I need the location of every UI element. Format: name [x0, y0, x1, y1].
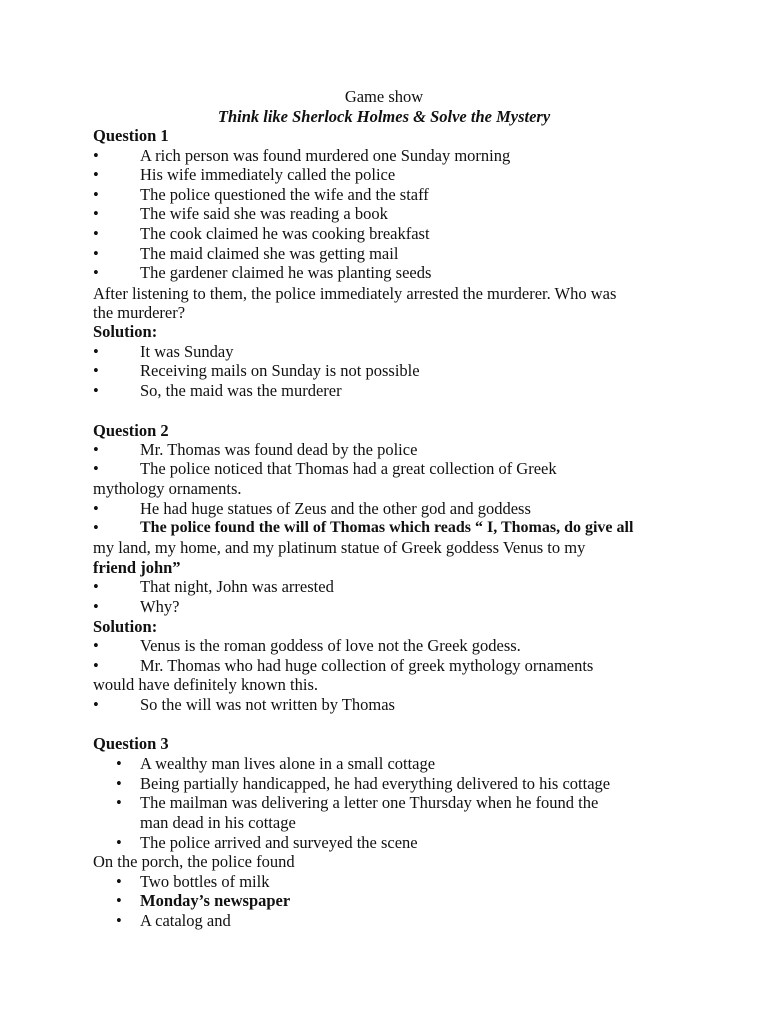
bullet-marker: • — [93, 224, 99, 243]
bullet-marker: • — [93, 381, 99, 400]
list-item: A rich person was found murdered one Sunday morning — [140, 146, 511, 165]
bullet-marker: • — [93, 636, 99, 655]
solution-2-heading: Solution: — [93, 617, 158, 636]
document-title: Game show — [344, 87, 424, 106]
list-item: The cook claimed he was cooking breakfast — [140, 224, 430, 243]
bullet-marker: • — [116, 891, 122, 910]
question-1-heading: Question 1 — [93, 126, 169, 145]
bullet-marker: • — [93, 695, 99, 714]
list-item: He had huge statues of Zeus and the other god and goddess — [140, 499, 531, 518]
list-item: The mailman was delivering a letter one Thursday when he found the — [140, 793, 599, 812]
bullet-marker: • — [93, 440, 99, 459]
bullet-marker: • — [93, 185, 99, 204]
list-item: That night, John was arrested — [140, 577, 334, 596]
list-item-continuation: friend john” — [93, 558, 181, 577]
bullet-marker: • — [116, 872, 122, 891]
bullet-marker: • — [93, 577, 99, 596]
bullet-marker: • — [93, 459, 99, 478]
list-item: His wife immediately called the police — [140, 165, 396, 184]
bullet-marker: • — [93, 146, 99, 165]
question-2-heading: Question 2 — [93, 421, 169, 440]
bullet-marker: • — [93, 361, 99, 380]
list-item: Mr. Thomas who had huge collection of greek mythology ornaments — [140, 656, 594, 675]
bullet-marker: • — [93, 204, 99, 223]
list-item: Venus is the roman goddess of love not the Greek godess. — [140, 636, 521, 655]
list-item: It was Sunday — [140, 342, 234, 361]
list-item: So the will was not written by Thomas — [140, 695, 395, 714]
list-item: Receiving mails on Sunday is not possible — [140, 361, 420, 380]
bullet-marker: • — [93, 518, 99, 537]
list-item: Monday’s newspaper — [140, 891, 291, 910]
list-item: The police arrived and surveyed the scene — [140, 833, 418, 852]
document-subtitle: Think like Sherlock Holmes & Solve the Mystery — [217, 107, 551, 126]
question-3-paragraph: On the porch, the police found — [93, 852, 295, 871]
list-item: The wife said she was reading a book — [140, 204, 388, 223]
solution-1-heading: Solution: — [93, 322, 158, 341]
list-item: The police questioned the wife and the staff — [140, 185, 429, 204]
question-3-heading: Question 3 — [93, 734, 169, 753]
list-item: The gardener claimed he was planting seeds — [140, 263, 432, 282]
list-item: The police found the will of Thomas which reads “ I, Thomas, do give all — [140, 519, 634, 536]
bullet-marker: • — [116, 774, 122, 793]
bullet-marker: • — [93, 165, 99, 184]
bullet-marker: • — [93, 263, 99, 282]
list-item-continuation: would have definitely known this. — [93, 675, 319, 694]
list-item: A catalog and — [140, 911, 231, 930]
list-item-continuation: man dead in his cottage — [140, 813, 296, 832]
list-item: A wealthy man lives alone in a small cottage — [140, 754, 436, 773]
list-item: The maid claimed she was getting mail — [140, 244, 399, 263]
list-item-continuation: mythology ornaments. — [93, 479, 242, 498]
list-item: Why? — [140, 597, 180, 616]
bullet-marker: • — [93, 499, 99, 518]
bullet-marker: • — [93, 244, 99, 263]
list-item: Being partially handicapped, he had everything delivered to his cottage — [140, 774, 611, 793]
bullet-marker: • — [116, 833, 122, 852]
list-item: So, the maid was the murderer — [140, 381, 342, 400]
bullet-marker: • — [116, 754, 122, 773]
question-1-paragraph-line-2: the murderer? — [93, 303, 186, 322]
list-item: Mr. Thomas was found dead by the police — [140, 440, 418, 459]
bullet-marker: • — [116, 911, 122, 930]
list-item: The police noticed that Thomas had a great collection of Greek — [140, 459, 557, 478]
bullet-marker: • — [93, 342, 99, 361]
list-item-continuation: my land, my home, and my platinum statue of Greek goddess Venus to my — [93, 538, 586, 557]
bullet-marker: • — [93, 656, 99, 675]
question-1-paragraph-line-1: After listening to them, the police immediately arrested the murderer. Who was — [93, 284, 617, 303]
list-item: Two bottles of milk — [140, 872, 270, 891]
bullet-marker: • — [116, 793, 122, 812]
bullet-marker: • — [93, 597, 99, 616]
